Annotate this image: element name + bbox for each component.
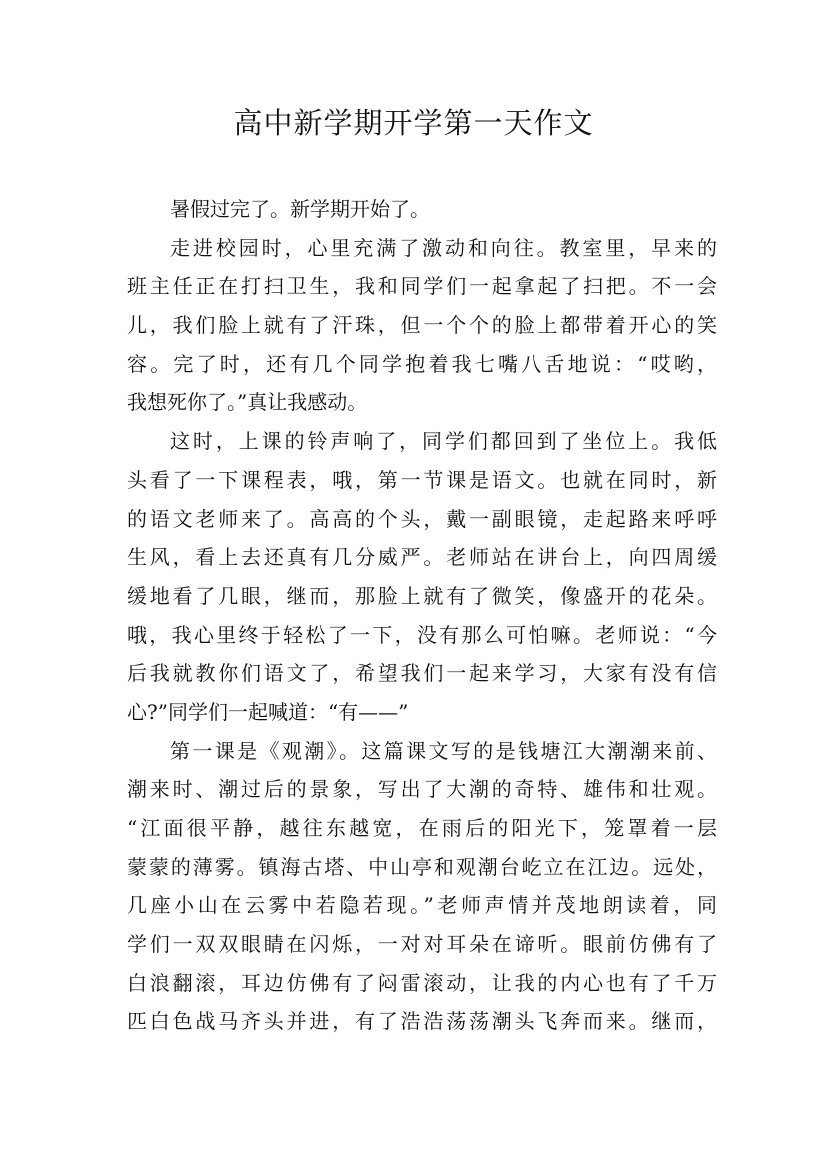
text-line: 心?”同学们一起喊道：“有——” bbox=[127, 699, 409, 724]
text-line: 班主任正在打扫卫生，我和同学们一起拿起了扫把。不一会 bbox=[127, 274, 717, 299]
text-line: 蒙蒙的薄雾。镇海古塔、中山亭和观潮台屹立在江边。远处， bbox=[127, 854, 717, 879]
text-line: 缓地看了几眼，继而，那脸上就有了微笑，像盛开的花朵。 bbox=[127, 583, 717, 608]
text-line: 儿，我们脸上就有了汗珠，但一个个的脸上都带着开心的笑 bbox=[127, 313, 717, 338]
text-line: “江面很平静，越往东越宽，在雨后的阳光下，笼罩着一层 bbox=[127, 816, 717, 840]
text-line: 容。完了时，还有几个同学抱着我七嘴八舌地说：“哎哟， bbox=[127, 351, 717, 376]
text-line: 我想死你了。”真让我感动。 bbox=[127, 390, 368, 415]
text-line: 第一课是《观潮》。这篇课文写的是钱塘江大潮潮来前、 bbox=[170, 738, 717, 763]
text-line: 匹白色战马齐头并进，有了浩浩荡荡潮头飞奔而来。继而， bbox=[127, 1009, 717, 1034]
text-line: 几座小山在云雾中若隐若现。”老师声情并茂地朗读着，同 bbox=[127, 893, 717, 918]
document-title: 高中新学期开学第一天作文 bbox=[233, 106, 594, 140]
text-line: 哦，我心里终于轻松了一下，没有那么可怕嘛。老师说：“今 bbox=[127, 622, 717, 647]
document-body bbox=[127, 190, 717, 1041]
text-line: 学们一双双眼睛在闪烁，一对对耳朵在谛听。眼前仿佛有了 bbox=[127, 932, 717, 957]
text-line: 的语文老师来了。高高的个头，戴一副眼镜，走起路来呼呼 bbox=[127, 506, 717, 531]
text-line: 生风，看上去还真有几分威严。老师站在讲台上，向四周缓 bbox=[127, 545, 717, 570]
text-line: 暑假过完了。新学期开始了。 bbox=[170, 197, 430, 221]
text-line: 头看了一下课程表，哦，第一节课是语文。也就在同时，新 bbox=[127, 467, 717, 492]
text-line: 这时，上课的铃声响了，同学们都回到了坐位上。我低 bbox=[170, 429, 717, 454]
text-line: 后我就教你们语文了，希望我们一起来学习，大家有没有信 bbox=[127, 661, 717, 686]
text-line: 潮来时、潮过后的景象，写出了大潮的奇特、雄伟和壮观。 bbox=[127, 777, 717, 802]
text-line: 走进校园时，心里充满了激动和向往。教室里，早来的 bbox=[170, 235, 717, 260]
text-line: 白浪翻滚，耳边仿佛有了闷雷滚动，让我的内心也有了千万 bbox=[127, 970, 717, 995]
